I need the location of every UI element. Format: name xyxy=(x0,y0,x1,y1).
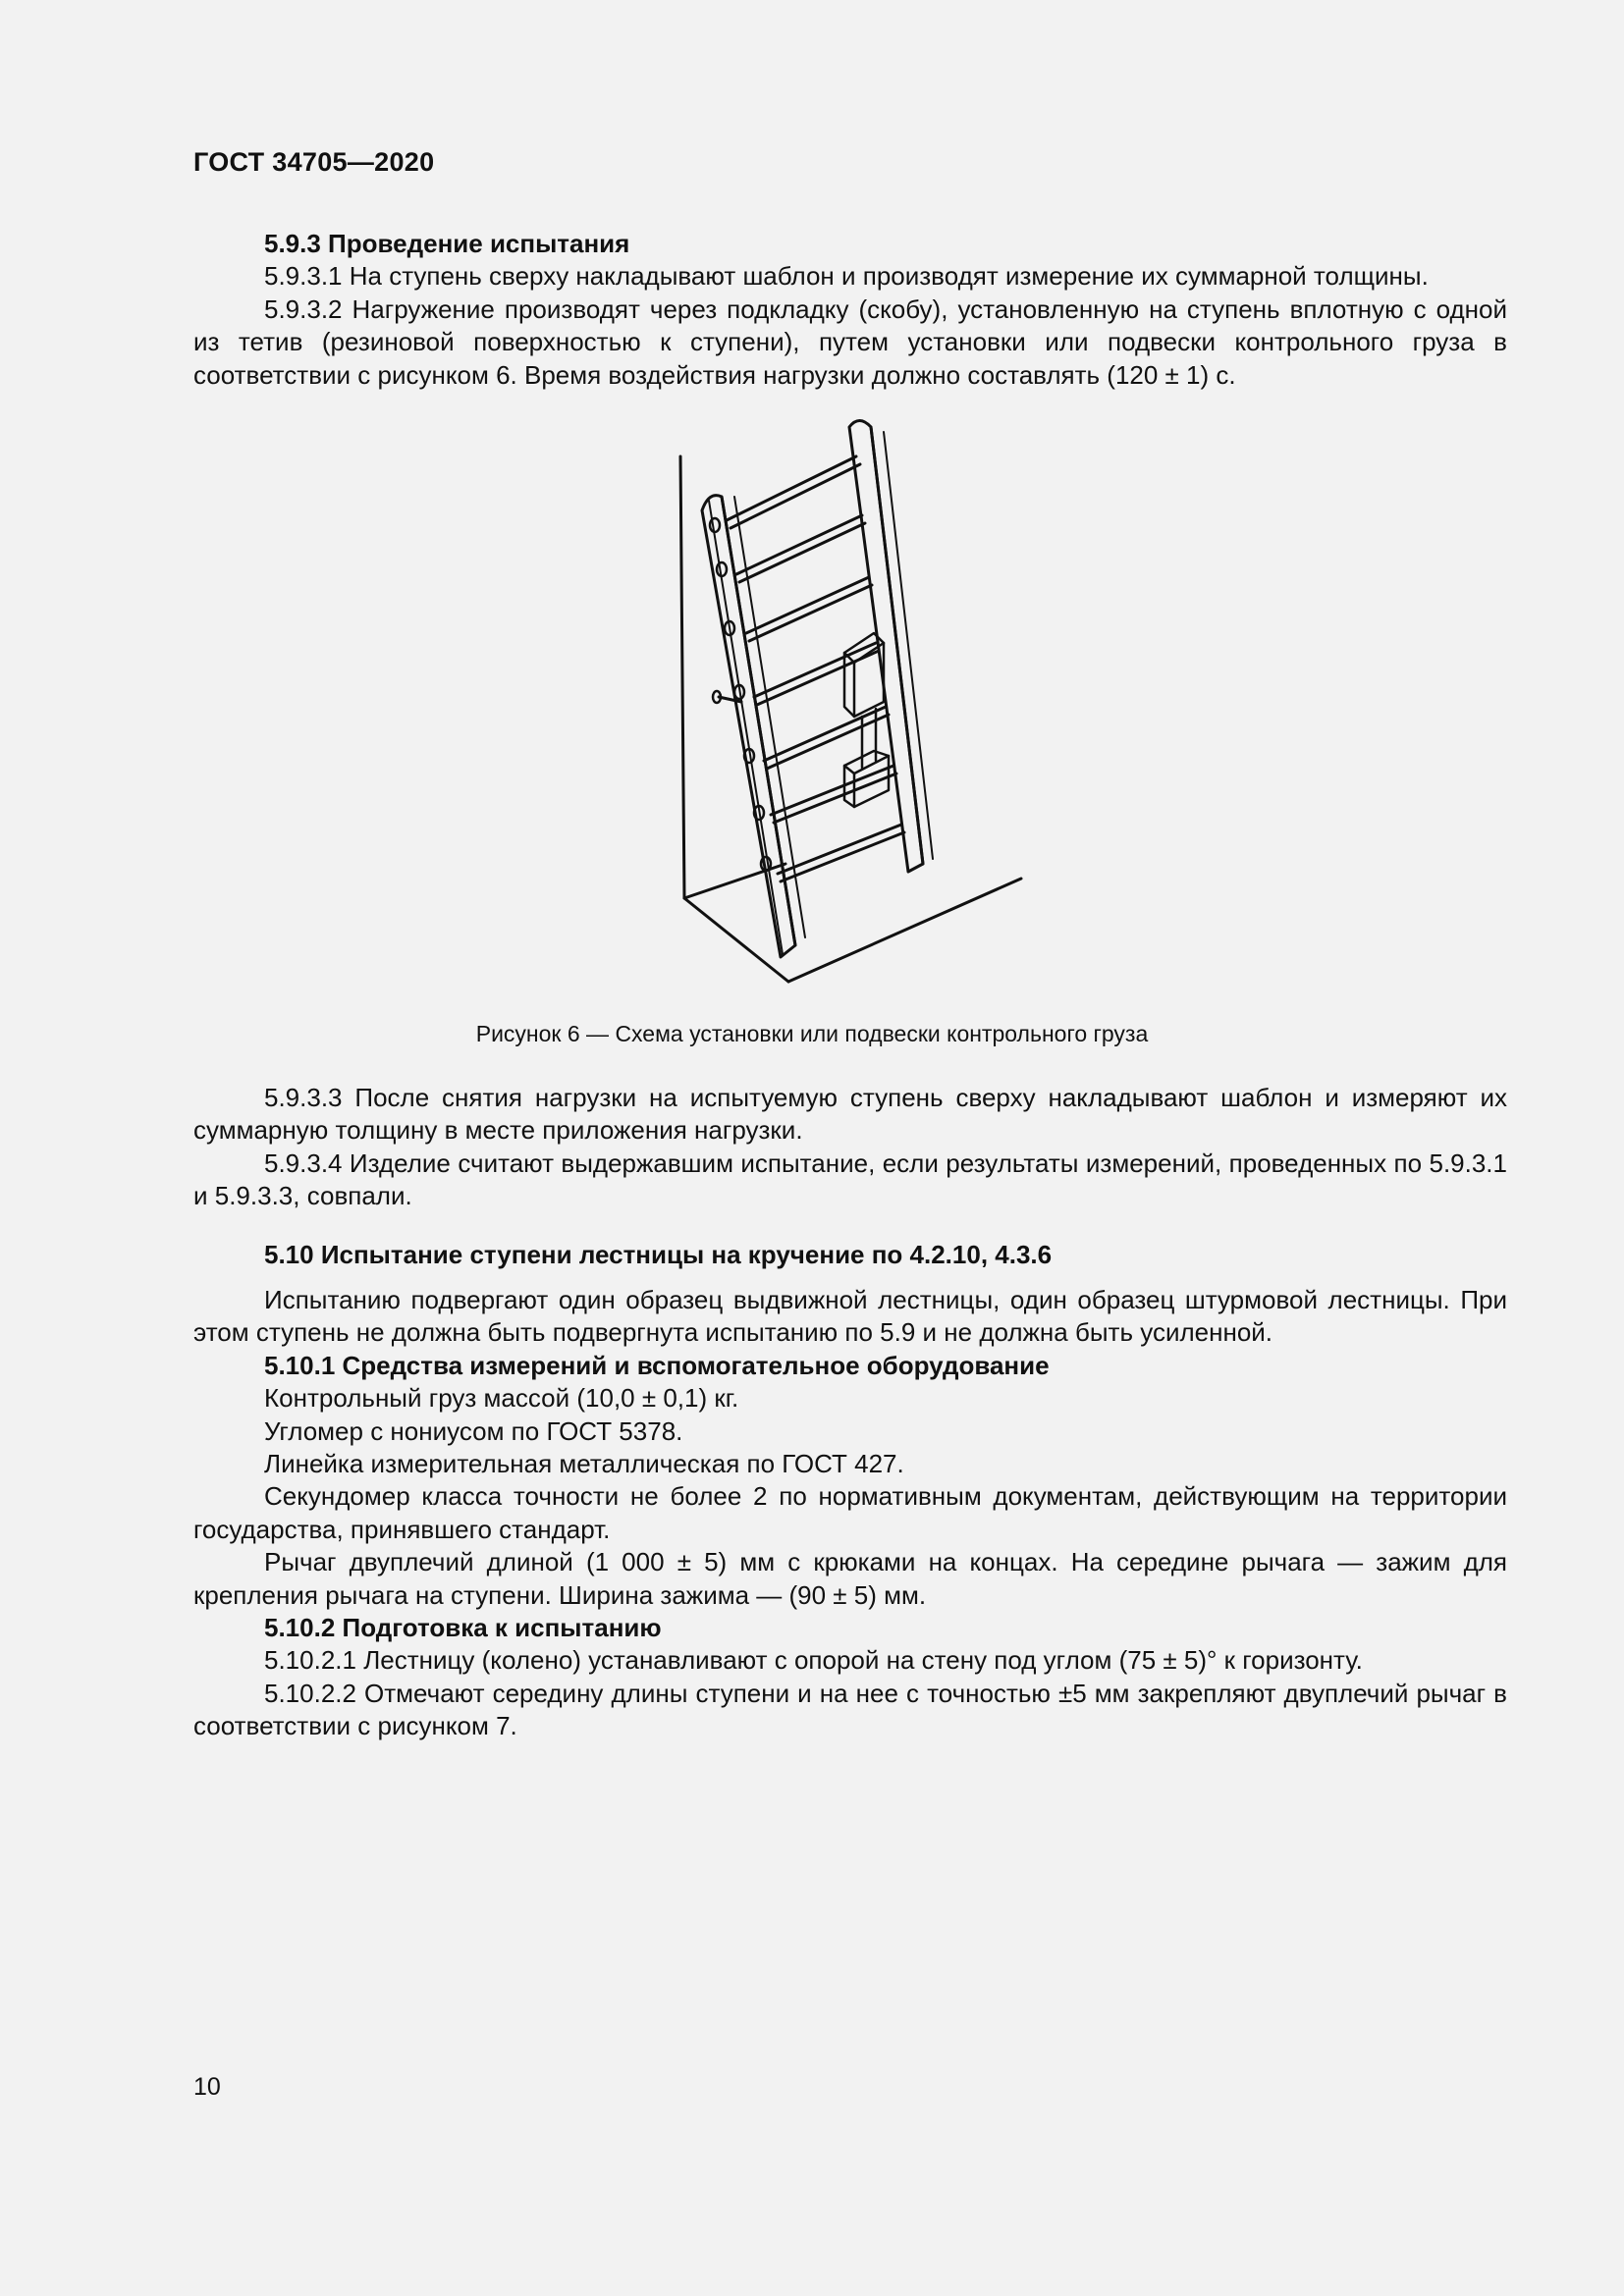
section-heading xyxy=(193,1239,1507,1271)
paragraph: Линейка измерительная металлическая по ГОСТ 427. xyxy=(264,1449,904,1479)
paragraph: Секундомер класса точности не более 2 по нормативным документам, действующим на территории государства, принявшего стандарт. xyxy=(193,1481,1507,1544)
page-number: 10 xyxy=(193,2073,221,2101)
paragraph: 5.10.2 Подготовка к испытанию xyxy=(264,1613,662,1643)
figure-6-ladder-illustration xyxy=(648,402,1139,1011)
text-block-intro xyxy=(193,228,1507,392)
paragraph: 5.9.3.3 После снятия нагрузки на испытуемую ступень сверху накладывают шаблон и измеряют их суммарную толщину в месте приложения нагрузки. xyxy=(193,1083,1507,1146)
paragraph: Испытанию подвергают один образец выдвижной лестницы, один образец штурмовой лестницы. При этом ступень не должна быть подвергнута испытанию по 5.9 и не должна быть усиленной. xyxy=(193,1285,1507,1348)
ladder-with-control-load-illustration xyxy=(648,402,1139,1011)
paragraph: Рычаг двуплечий длиной (1 000 ± 5) мм с крюками на концах. На середине рычага — зажим для крепления рычага на ступени. Ширина зажима — (90 ± 5) мм. xyxy=(193,1547,1507,1610)
section-heading-text: 5.10 Испытание ступени лестницы на кручение по 4.2.10, 4.3.6 xyxy=(264,1240,1053,1269)
paragraph: 5.9.3.2 Нагружение производят через подкладку (скобу), установленную на ступень вплотную с одной из тетив (резиновой поверхностью к ступени), путем установки или подвески контрольного груза в соответствии с рисунком 6. Время воздействия нагрузки должно составлять (120 ± 1) с. xyxy=(193,294,1507,390)
text-block-torsion-test xyxy=(193,1284,1507,1743)
paragraph: Угломер с нониусом по ГОСТ 5378. xyxy=(264,1415,683,1446)
paragraph: 5.10.1 Средства измерений и вспомогательное оборудование xyxy=(264,1350,1050,1380)
document-header: ГОСТ 34705—2020 xyxy=(193,147,435,177)
paragraph: 5.9.3.4 Изделие считают выдержавшим испытание, если результаты измерений, проведенных по 5.9.3.1 и 5.9.3.3, совпали. xyxy=(193,1148,1507,1211)
paragraph: 5.10.2.1 Лестницу (колено) устанавливают с опорой на стену под углом (75 ± 5)° к горизонту. xyxy=(264,1645,1363,1676)
paragraph: 5.9.3.1 На ступень сверху накладывают шаблон и производят измерение их суммарной толщины. xyxy=(264,261,1429,292)
text-block-results xyxy=(193,1082,1507,1213)
paragraph: 5.10.2.2 Отмечают середину длины ступени и на нее с точностью ±5 мм закрепляют двуплечий рычаг в соответствии с рисунком 7. xyxy=(193,1678,1507,1741)
paragraph: 5.9.3 Проведение испытания xyxy=(264,229,630,258)
paragraph: Контрольный груз массой (10,0 ± 0,1) кг. xyxy=(264,1383,739,1414)
figure-caption: Рисунок 6 — Схема установки или подвески контрольного груза xyxy=(475,1021,1149,1046)
